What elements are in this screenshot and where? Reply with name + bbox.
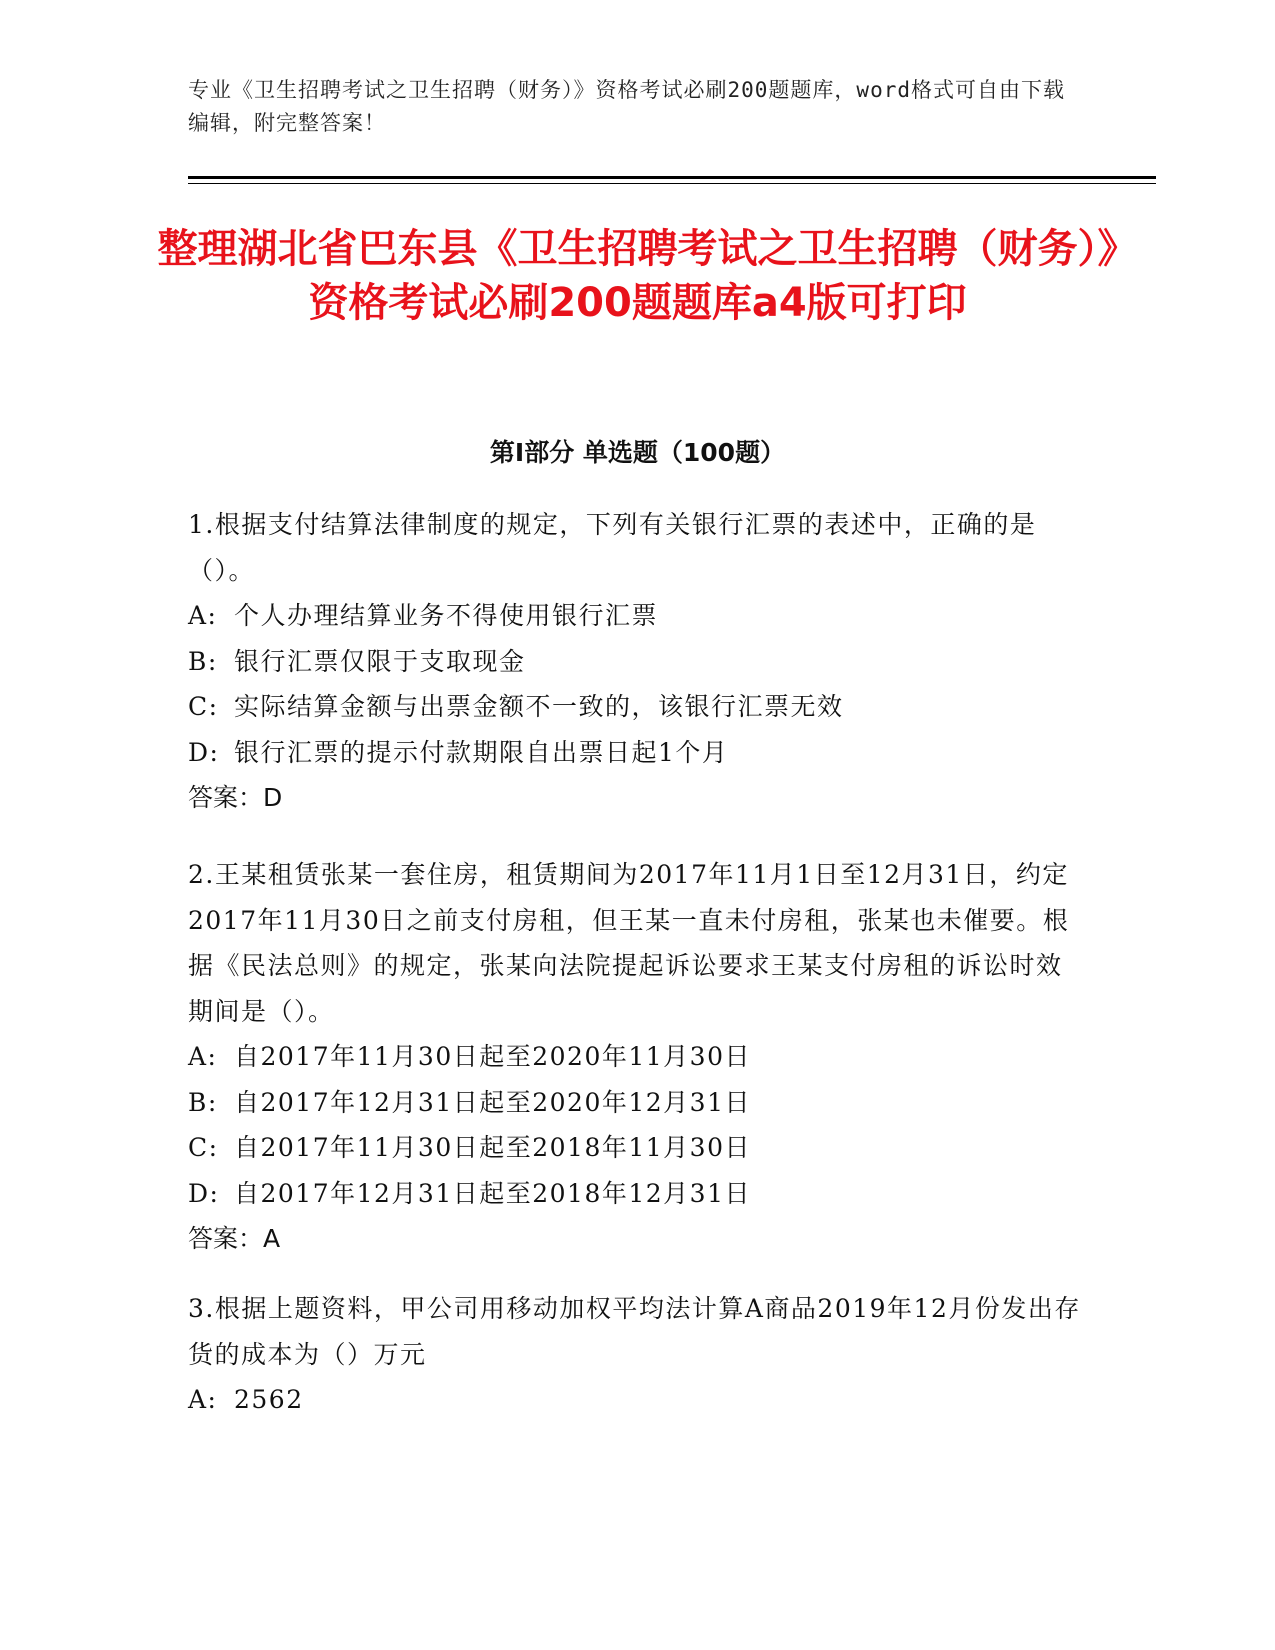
option-b (188, 639, 1088, 685)
document-title: 整理湖北省巴东县《卫生招聘考试之卫生招聘（财务）》资格考试必刷200题题库a4版可打印 (157, 226, 1118, 326)
option-b (188, 1080, 1088, 1126)
option-text: 实际结算金额与出票金额不一致的，该银行汇票无效 (234, 692, 844, 721)
option-letter: D: (188, 1178, 220, 1208)
question-1 (188, 502, 1088, 821)
option-text: 银行汇票仅限于支取现金 (234, 646, 526, 676)
option-letter: B: (188, 646, 218, 676)
option-letter: C: (188, 1133, 219, 1162)
option-letter: C: (188, 692, 219, 721)
question-stem: 2.王某租赁张某一套住房，租赁期间为2017年11月1日至12月31日，约定2017年11月30日之前支付房租，但王某一直未付房租，张某也未催要。根据《民法总则》的规定，张某向法院提起诉讼要求王某支付房租的诉讼时效期间是（）。 (188, 860, 1070, 1026)
header-rule-thin (188, 183, 1156, 184)
option-text: 银行汇票的提示付款期限自出票日起1个月 (234, 737, 729, 767)
option-text: 个人办理结算业务不得使用银行汇票 (234, 601, 659, 630)
option-text: 自2017年11月30日起至2018年11月30日 (234, 1133, 751, 1162)
option-letter: A: (188, 601, 218, 630)
answer: 答案：A (188, 1224, 281, 1253)
option-d (188, 1171, 1088, 1217)
option-letter: B: (188, 1087, 218, 1117)
option-letter: A: (188, 1385, 218, 1414)
section-heading: 第I部分 单选题（100题） (489, 438, 786, 467)
option-text: 自2017年11月30日起至2020年11月30日 (234, 1042, 751, 1071)
header-rule-thick (188, 176, 1156, 179)
option-a (188, 1377, 1088, 1423)
option-text: 自2017年12月31日起至2020年12月31日 (234, 1087, 751, 1117)
option-c (188, 684, 1088, 730)
option-letter: D: (188, 737, 220, 767)
option-a (188, 1034, 1088, 1080)
option-d (188, 730, 1088, 776)
header-note: 专业《卫生招聘考试之卫生招聘（财务）》资格考试必刷200题题库，word格式可自由下载编辑，附完整答案！ (188, 78, 1065, 135)
option-letter: A: (188, 1042, 218, 1071)
option-a (188, 593, 1088, 639)
option-text: 自2017年12月31日起至2018年12月31日 (234, 1178, 751, 1208)
answer: 答案：D (188, 783, 283, 812)
option-text: 2562 (234, 1385, 304, 1414)
question-2 (188, 852, 1088, 1262)
option-c (188, 1125, 1088, 1171)
question-stem: 3.根据上题资料，甲公司用移动加权平均法计算A商品2019年12月份发出存货的成本为（）万元 (188, 1294, 1081, 1369)
question-3 (188, 1286, 1088, 1423)
question-stem: 1.根据支付结算法律制度的规定，下列有关银行汇票的表述中，正确的是（）。 (188, 510, 1037, 585)
